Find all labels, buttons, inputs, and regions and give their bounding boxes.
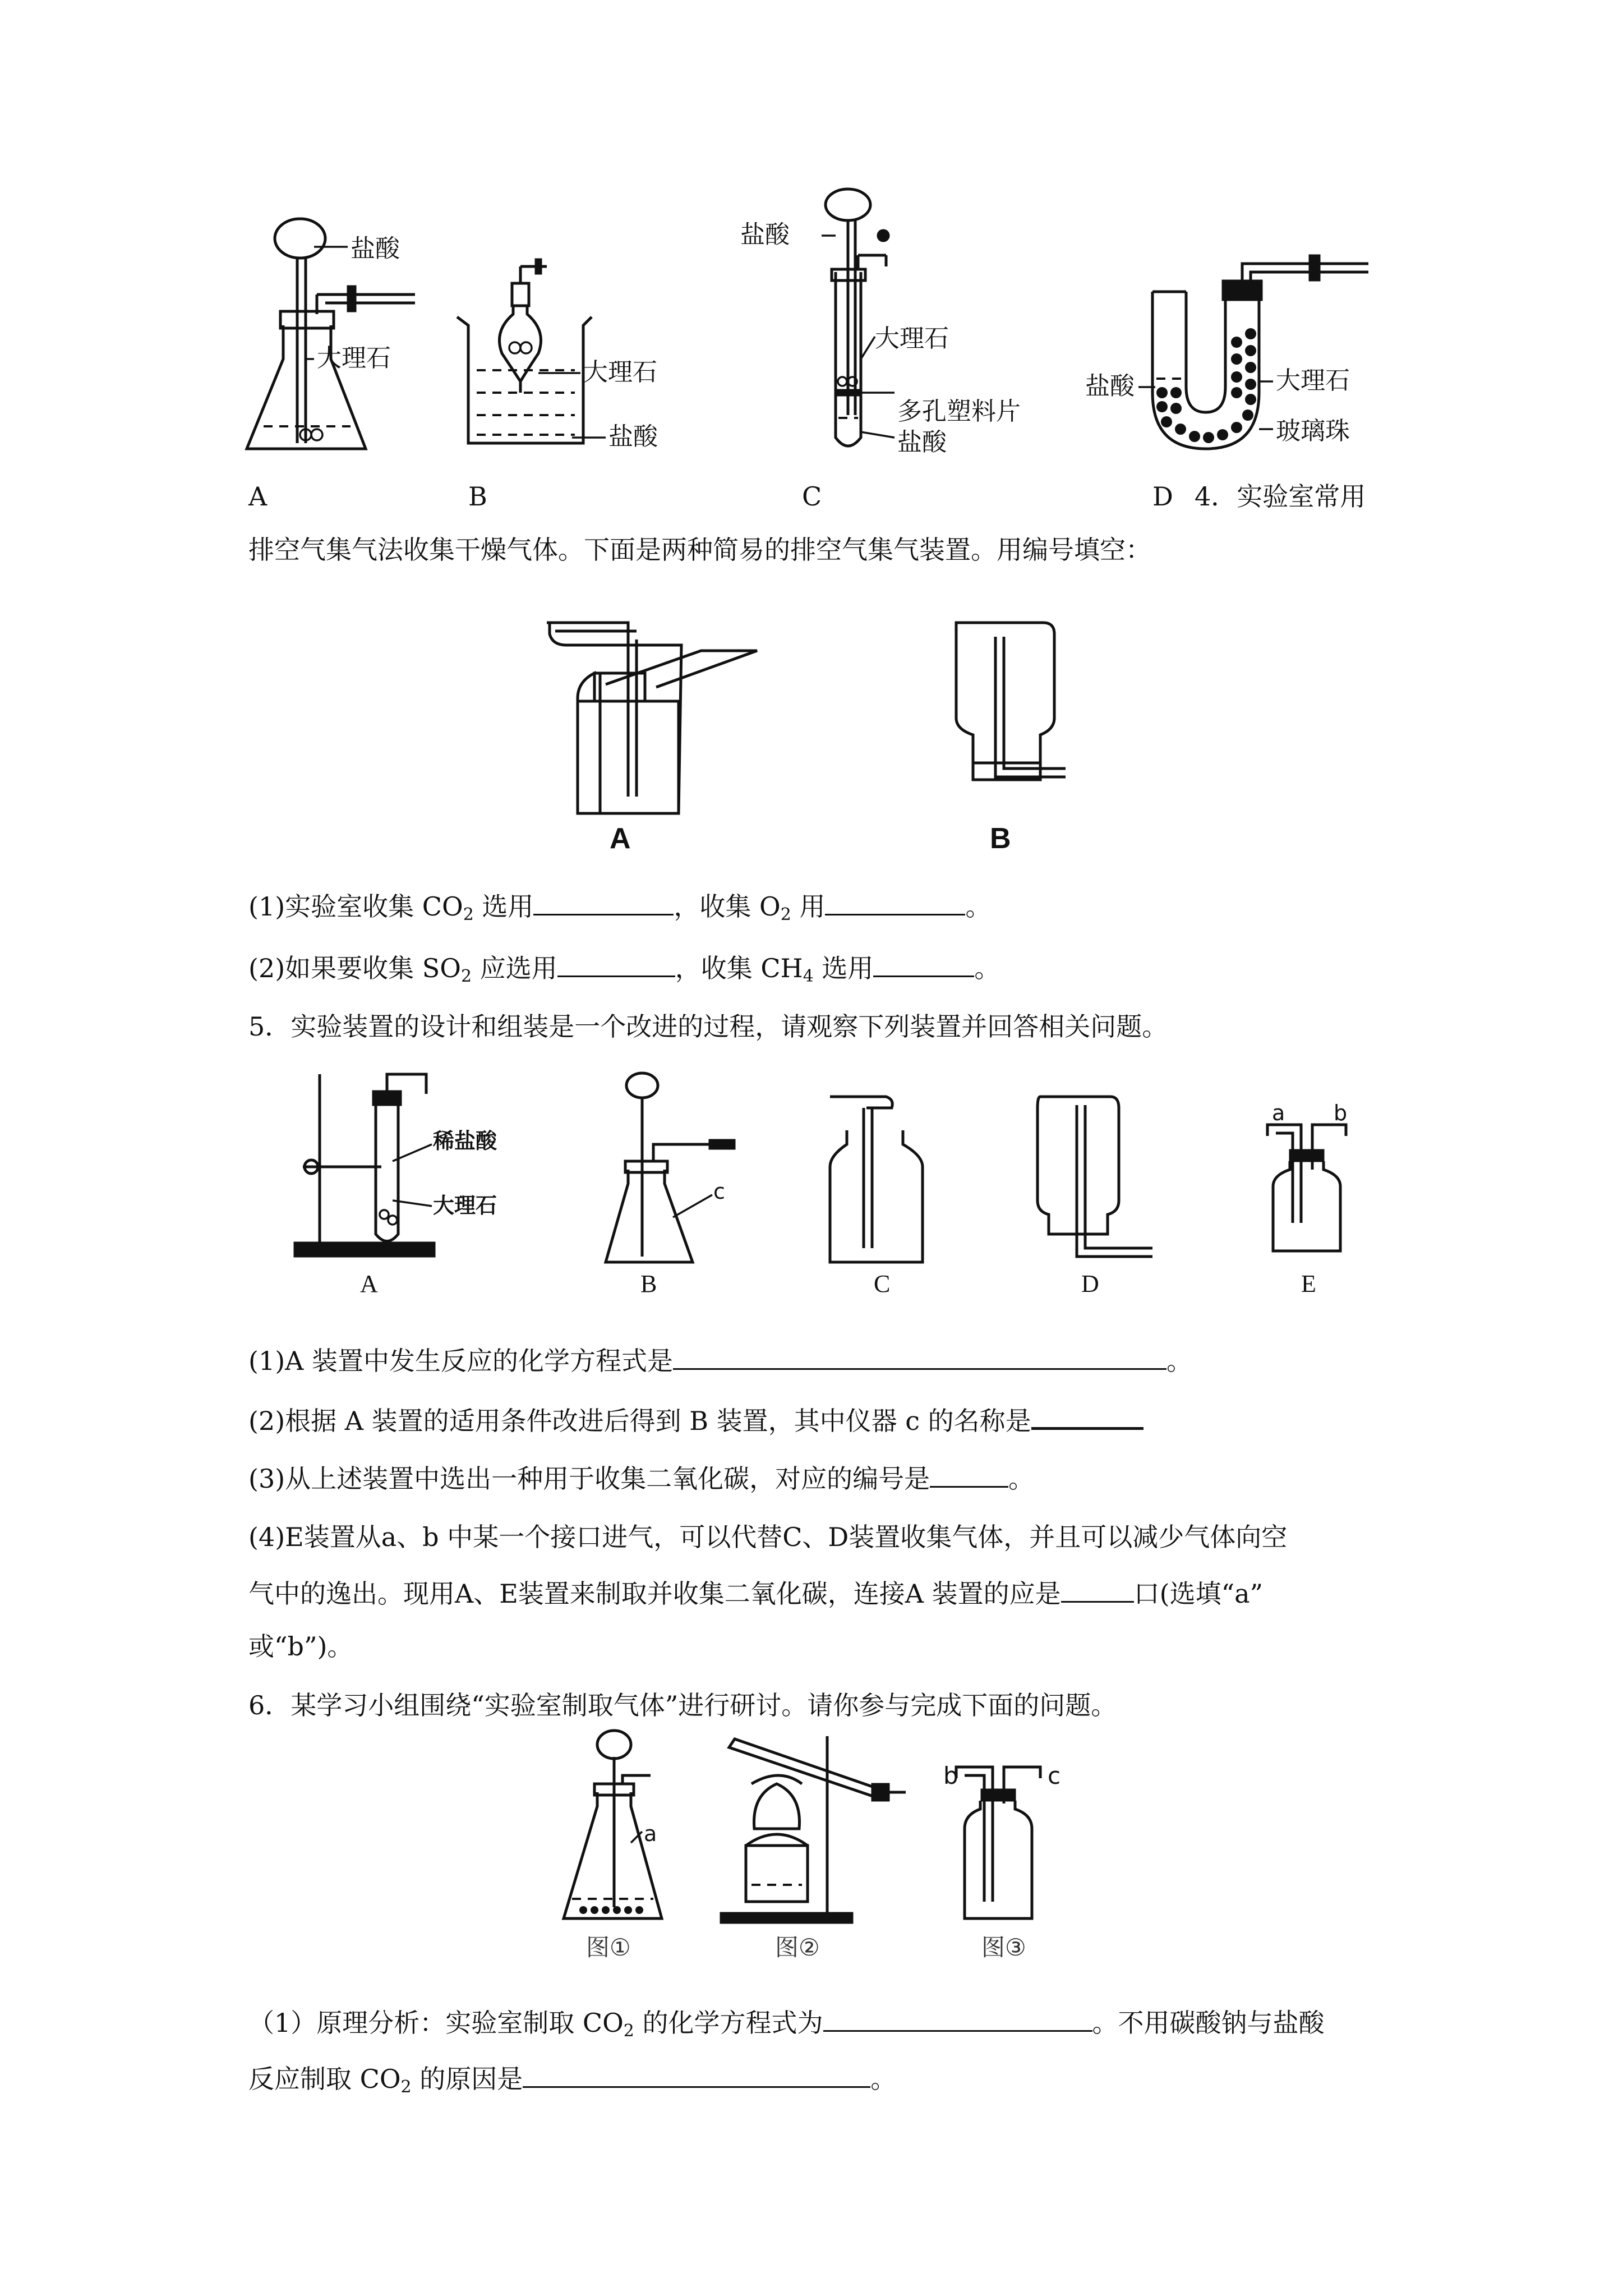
caption-q4-b: B [990,822,1011,855]
answer-blank-q4-2a[interactable] [557,951,675,977]
q6-part1: （1）原理分析：实验室制取 $CO_2$ 的化学方程式为 。不用碳酸钠与盐酸 [248,2005,1325,2048]
answer-blank-q4-1b[interactable] [825,889,965,915]
answer-blank-q4-2b[interactable] [873,951,974,977]
label-q3c-acid: 盐酸 [740,220,790,249]
answer-blank-q5-3[interactable] [930,1461,1008,1488]
q6-part1-line2: 反应制取 $CO_2$ 的原因是 。 [248,2062,896,2104]
answer-blank-q5-2[interactable] [1031,1402,1144,1430]
answer-blank-q5-4[interactable] [1061,1576,1134,1603]
label-q3a-stone: 大理石 [317,344,391,372]
label-q3c-plate: 多孔塑料片 [897,397,1021,426]
answer-blank-q4-1a[interactable] [533,889,674,915]
q5-part4-line2: 气中的逸出。现用A、E装置来制取并收集二氧化碳，连接A 装置的应是 口(选填“a” [248,1576,1263,1611]
q5-part2: (2)根据 A 装置的适用条件改进后得到 B 装置，其中仪器 c 的名称是 [248,1402,1144,1438]
label-q3d-beads: 玻璃珠 [1276,417,1350,445]
label-q5b-c: c [713,1179,725,1204]
caption-q5-e: E [1301,1270,1316,1297]
caption-q5-a: A [360,1270,378,1297]
q6-title: 6．某学习小组围绕“实验室制取气体”进行研讨。请你参与完成下面的问题。 [248,1690,1117,1720]
q4-intro-line2: 排空气集气法收集干燥气体。下面是两种简易的排空气集气装置。用编号填空： [248,535,1151,565]
label-q6-c: c [1048,1762,1061,1789]
caption-q6-3: 图③ [981,1934,1026,1961]
caption-q3-b: B [468,481,487,512]
q5-part1: (1)A 装置中发生反应的化学方程式是 。 [248,1343,1192,1378]
caption-q6-2: 图② [775,1934,820,1961]
answer-blank-q6-1a[interactable] [823,2005,1092,2032]
caption-q3-c: C [802,481,822,512]
label-q5e-a: a [1272,1101,1285,1125]
caption-q5-b: B [640,1270,657,1297]
q5-title: 5．实验装置的设计和组装是一个改进的过程，请观察下列装置并回答相关问题。 [248,1011,1168,1042]
label-q3c-stone: 大理石 [875,324,949,353]
label-q3d-acid: 盐酸 [1085,372,1135,401]
label-q3b-stone: 大理石 [583,358,657,386]
label-q3b-acid: 盐酸 [608,422,658,451]
answer-blank-q6-1b[interactable] [523,2062,870,2088]
caption-q5-d: D [1081,1270,1099,1297]
answer-blank-q5-1[interactable] [673,1343,1166,1370]
q4-intro-tail: 4．实验室常用 [1195,481,1366,512]
label-q3c-acid2: 盐酸 [897,428,947,457]
caption-q3-a: A [248,481,268,512]
q5-part4-line3: 或“b”)。 [248,1631,353,1662]
label-q5a-stone: 大理石 [433,1193,497,1218]
q4-part2: (2)如果要收集 $SO_2$ 应选用 ，收集 $CH_4$ 选用 。 [248,951,1000,993]
label-q6-b: b [943,1762,958,1789]
caption-q5-c: C [874,1270,891,1297]
label-q3d-stone: 大理石 [1276,366,1350,395]
q5-part4-line1: (4)E装置从a、b 中某一个接口进气，可以代替C、D装置收集气体，并且可以减少气体向空 [248,1522,1288,1552]
label-q6-a: a [644,1821,657,1846]
label-q5a-acid: 稀盐酸 [433,1129,497,1153]
q5-part3: (3)从上述装置中选出一种用于收集二氧化碳，对应的编号是 。 [248,1461,1034,1496]
caption-q4-a: A [610,822,631,855]
label-q3a-acid: 盐酸 [351,234,400,263]
caption-q3-d: D [1152,481,1173,512]
label-q5e-b: b [1334,1101,1348,1125]
q4-part1: (1)实验室收集 $CO_2$ 选用 ，收集 $O_2$ 用 。 [248,889,991,932]
caption-q6-1: 图① [586,1934,631,1961]
